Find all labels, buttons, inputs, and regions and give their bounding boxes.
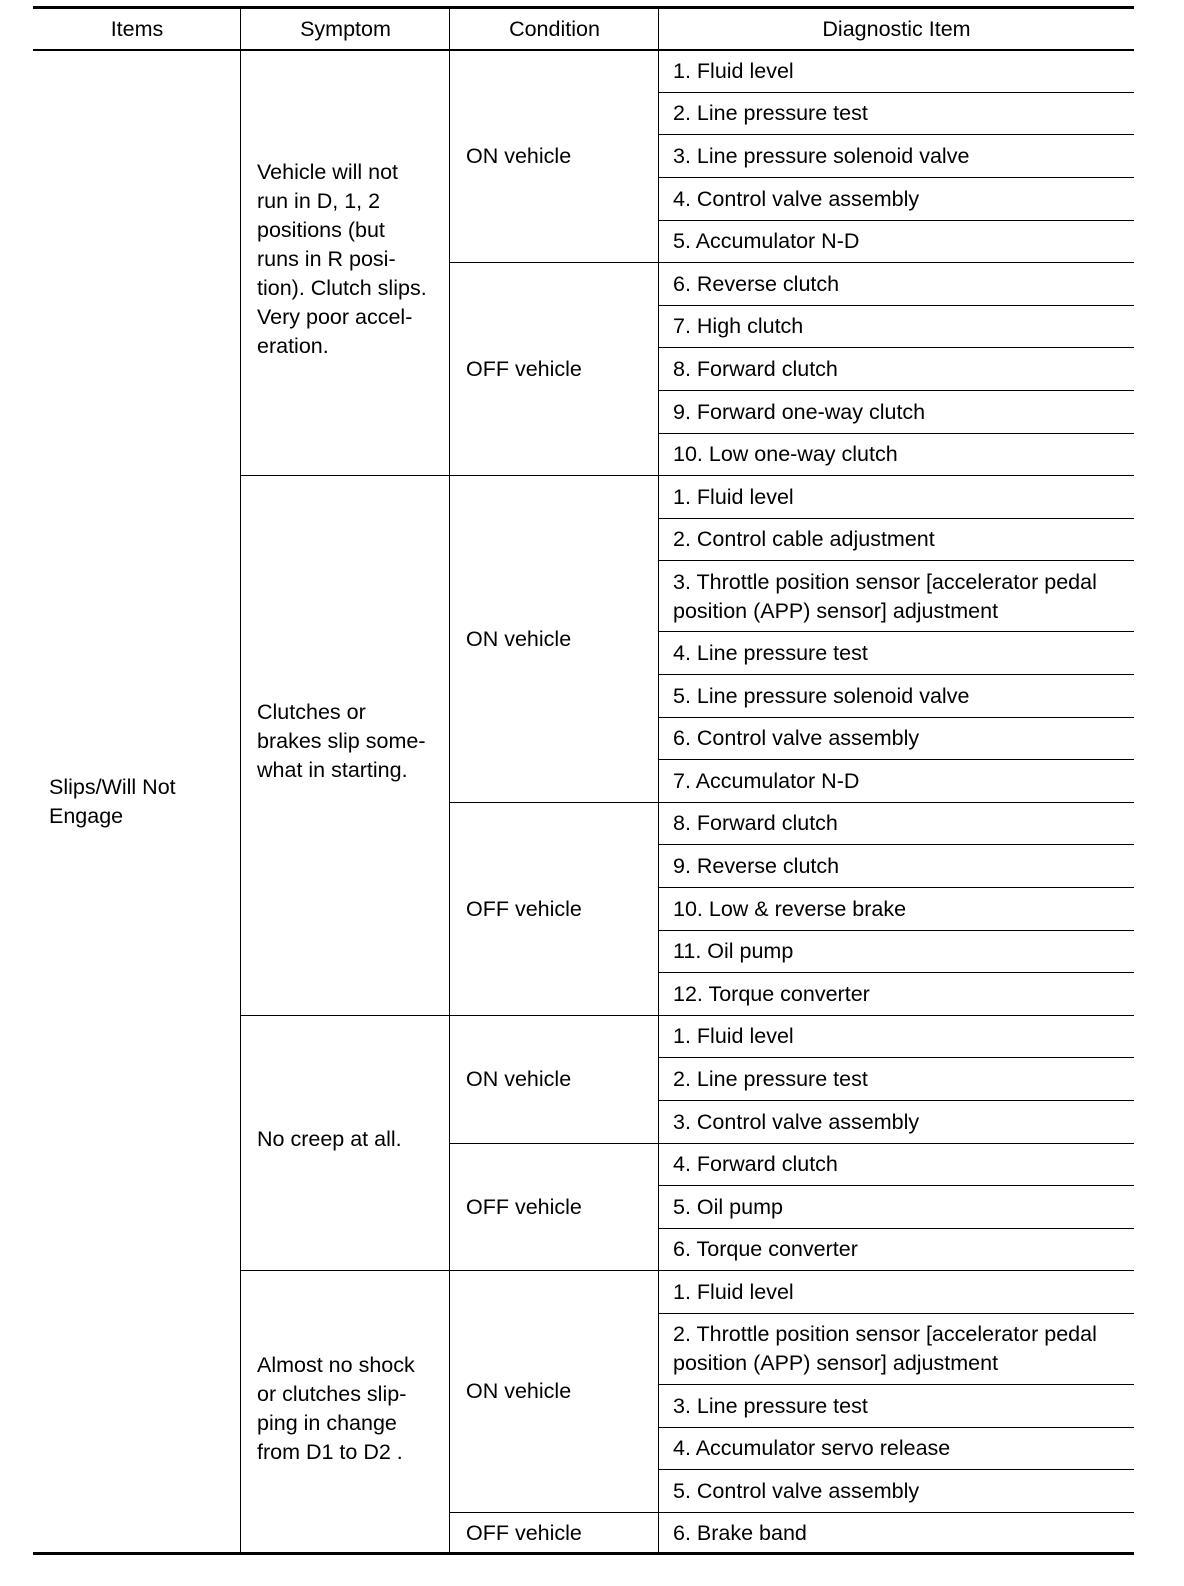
row-rule bbox=[659, 1313, 1134, 1314]
symptom-text bbox=[257, 1351, 415, 1467]
diagnostic-item-line: 6. Reverse clutch bbox=[673, 271, 840, 296]
diagnostic-item-line: 2. Throttle position sensor [accelerator pedal bbox=[673, 1322, 1097, 1347]
header-items: Items bbox=[110, 16, 164, 41]
row-rule bbox=[659, 390, 1134, 391]
group-rule bbox=[241, 475, 1134, 476]
diagnostic-item-line: 10. Low one-way clutch bbox=[673, 442, 898, 467]
symptom-text-line: runs in R posi- bbox=[257, 246, 396, 271]
diagnostic-item-line: 7. Accumulator N-D bbox=[673, 768, 860, 793]
row-rule bbox=[659, 1384, 1134, 1385]
diagnostic-item bbox=[673, 1434, 950, 1463]
diagnostic-item bbox=[673, 1278, 794, 1307]
diagnostic-item bbox=[673, 1477, 919, 1506]
diagnostic-item bbox=[673, 398, 925, 427]
row-rule bbox=[659, 1469, 1134, 1470]
row-rule bbox=[659, 1427, 1134, 1428]
diagnostic-item bbox=[673, 142, 969, 171]
row-rule bbox=[659, 347, 1134, 348]
table-bottom-rule bbox=[33, 1552, 1134, 1555]
row-rule bbox=[659, 631, 1134, 632]
diagnostic-item bbox=[673, 1150, 838, 1179]
diagnostic-item-line: 6. Control valve assembly bbox=[673, 726, 920, 751]
symptom-text-line: or clutches slip- bbox=[257, 1382, 407, 1407]
diagnostic-item-line: position (APP) sensor] adjustment bbox=[673, 1351, 999, 1376]
diagnostic-item-line: 3. Line pressure test bbox=[673, 1393, 868, 1418]
symptom-text-line: ping in change bbox=[257, 1411, 397, 1436]
symptom-text-line: Almost no shock bbox=[257, 1353, 415, 1378]
symptom-text-line: run in D, 1, 2 bbox=[257, 188, 381, 213]
group-rule bbox=[241, 1270, 1134, 1271]
column-divider bbox=[240, 7, 241, 1553]
header-rule bbox=[33, 49, 1134, 51]
diagnostic-item bbox=[673, 568, 1097, 626]
row-rule bbox=[659, 433, 1134, 434]
diagnostic-item-line: position (APP) sensor] adjustment bbox=[673, 598, 999, 623]
diagnostic-item-line: 2. Control cable adjustment bbox=[673, 527, 935, 552]
diagnostic-item bbox=[673, 1108, 919, 1137]
diagnostic-item-line: 1. Fluid level bbox=[673, 58, 794, 83]
condition-label: ON vehicle bbox=[466, 626, 572, 651]
symptom-text-line: Very poor accel- bbox=[257, 304, 413, 329]
symptom-text bbox=[257, 698, 425, 785]
diagnostic-item-line: 11. Oil pump bbox=[673, 939, 794, 964]
diagnostic-item-line: 9. Reverse clutch bbox=[673, 854, 840, 878]
diagnostic-item-line: 4. Forward clutch bbox=[673, 1152, 838, 1177]
symptom-text-line: Vehicle will not bbox=[257, 159, 399, 184]
condition-label: ON vehicle bbox=[466, 1379, 572, 1404]
symptom-text-line: Clutches or bbox=[257, 700, 366, 725]
row-rule bbox=[659, 1100, 1134, 1101]
condition-label: OFF vehicle bbox=[466, 357, 582, 381]
diagnostic-item-line: 4. Accumulator servo release bbox=[673, 1436, 951, 1461]
diagnostic-item-line: 6. Torque converter bbox=[673, 1237, 858, 1262]
symptom-text bbox=[257, 158, 427, 361]
item-label bbox=[49, 773, 176, 831]
diagnostic-item-line: 9. Forward one-way clutch bbox=[673, 399, 926, 424]
diagnostic-item bbox=[673, 1519, 807, 1548]
item-label-line: Engage bbox=[49, 803, 124, 828]
diagnostic-item bbox=[673, 639, 868, 668]
diagnostic-item-line: 5. Oil pump bbox=[673, 1194, 783, 1219]
header-condition: Condition bbox=[509, 16, 600, 41]
condition-label: ON vehicle bbox=[466, 144, 572, 168]
symptom-text-line: positions (but bbox=[257, 217, 385, 242]
diagnostic-item bbox=[673, 99, 868, 128]
row-rule bbox=[659, 759, 1134, 760]
diagnostic-item bbox=[673, 525, 935, 554]
diagnostic-item bbox=[673, 185, 919, 214]
condition-label: ON vehicle bbox=[466, 1067, 572, 1091]
diagnostic-item-line: 7. High clutch bbox=[673, 314, 804, 339]
diagnostic-item bbox=[673, 682, 969, 711]
condition-rule bbox=[450, 802, 1134, 803]
condition-label: OFF vehicle bbox=[466, 896, 582, 921]
table-top-rule bbox=[33, 6, 1134, 9]
diagnostic-item bbox=[673, 1235, 858, 1264]
diagnostic-item-line: 8. Forward clutch bbox=[673, 811, 838, 836]
diagnostic-item-line: 2. Line pressure test bbox=[673, 1067, 868, 1091]
diagnostic-item bbox=[673, 227, 859, 256]
symptom-text-line: brakes slip some- bbox=[257, 729, 426, 754]
row-rule bbox=[659, 717, 1134, 718]
row-rule bbox=[659, 844, 1134, 845]
diagnostic-item bbox=[673, 1320, 1097, 1378]
condition-rule bbox=[450, 262, 1134, 263]
diagnostic-item bbox=[673, 1392, 868, 1421]
symptom-text-line: No creep at all. bbox=[257, 1126, 402, 1151]
diagnostic-item bbox=[673, 852, 839, 881]
diagnostic-item bbox=[673, 355, 838, 384]
row-rule bbox=[659, 92, 1134, 93]
diagnostic-item-line: 8. Forward clutch bbox=[673, 357, 838, 381]
row-rule bbox=[659, 1185, 1134, 1186]
group-rule bbox=[241, 1015, 1134, 1016]
row-rule bbox=[659, 930, 1134, 931]
diagnostic-item-line: 5. Accumulator N-D bbox=[673, 229, 860, 254]
row-rule bbox=[659, 972, 1134, 973]
diagnostic-item bbox=[673, 980, 870, 1009]
row-rule bbox=[659, 560, 1134, 561]
row-rule bbox=[659, 674, 1134, 675]
row-rule bbox=[659, 518, 1134, 519]
diagnostic-item bbox=[673, 1065, 868, 1094]
row-rule bbox=[659, 305, 1134, 306]
condition-label: OFF vehicle bbox=[466, 1521, 582, 1546]
diagnostic-item bbox=[673, 270, 839, 299]
row-rule bbox=[659, 134, 1134, 135]
diagnostic-item-line: 6. Brake band bbox=[673, 1521, 807, 1546]
row-rule bbox=[659, 887, 1134, 888]
diagnostic-item-line: 1. Fluid level bbox=[673, 1280, 794, 1304]
diagnostic-item bbox=[673, 895, 906, 924]
diagnostic-item bbox=[673, 767, 859, 796]
diagnostic-item-line: 3. Throttle position sensor [accelerator pedal bbox=[673, 569, 1097, 594]
diagnostic-item-line: 4. Line pressure test bbox=[673, 641, 868, 665]
diagnostic-item bbox=[673, 724, 919, 753]
diagnostic-item-line: 3. Line pressure solenoid valve bbox=[673, 144, 970, 168]
symptom-text-line: eration. bbox=[257, 333, 329, 358]
diagnostic-item-line: 4. Control valve assembly bbox=[673, 186, 920, 211]
diagnostic-item-line: 1. Fluid level bbox=[673, 1024, 794, 1049]
diagnostic-item-line: 12. Torque converter bbox=[673, 981, 870, 1006]
symptom-text-line: tion). Clutch slips. bbox=[257, 275, 427, 300]
diagnostic-item-line: 1. Fluid level bbox=[673, 484, 794, 509]
header-symptom: Symptom bbox=[300, 16, 391, 41]
diagnostic-item-line: 3. Control valve assembly bbox=[673, 1109, 920, 1134]
column-divider bbox=[449, 7, 450, 1553]
diagnostic-item bbox=[673, 440, 898, 469]
condition-rule bbox=[450, 1143, 1134, 1144]
symptom-text bbox=[257, 1125, 402, 1154]
item-label-line: Slips/Will Not bbox=[49, 774, 176, 799]
condition-rule bbox=[450, 1512, 1134, 1513]
condition-label: OFF vehicle bbox=[466, 1194, 582, 1219]
diagnostic-item bbox=[673, 1193, 783, 1222]
diagnostic-item bbox=[673, 483, 794, 512]
diagnostic-item-line: 5. Control valve assembly bbox=[673, 1478, 920, 1503]
symptom-text-line: from D1 to D2 . bbox=[257, 1440, 403, 1465]
diagnostic-item-line: 2. Line pressure test bbox=[673, 101, 868, 126]
diagnostic-item bbox=[673, 809, 838, 838]
column-divider bbox=[658, 7, 659, 1553]
diagnostic-item bbox=[673, 57, 794, 86]
row-rule bbox=[659, 177, 1134, 178]
row-rule bbox=[659, 1057, 1134, 1058]
diagnostic-item bbox=[673, 312, 803, 341]
row-rule bbox=[659, 220, 1134, 221]
diagnostic-item bbox=[673, 1022, 794, 1051]
header-diagnostic-item: Diagnostic Item bbox=[822, 16, 971, 41]
diagnostic-item-line: 5. Line pressure solenoid valve bbox=[673, 683, 970, 708]
diagnostic-item bbox=[673, 937, 793, 966]
diagnostic-item-line: 10. Low & reverse brake bbox=[673, 896, 907, 921]
symptom-text-line: what in starting. bbox=[257, 758, 408, 783]
row-rule bbox=[659, 1228, 1134, 1229]
